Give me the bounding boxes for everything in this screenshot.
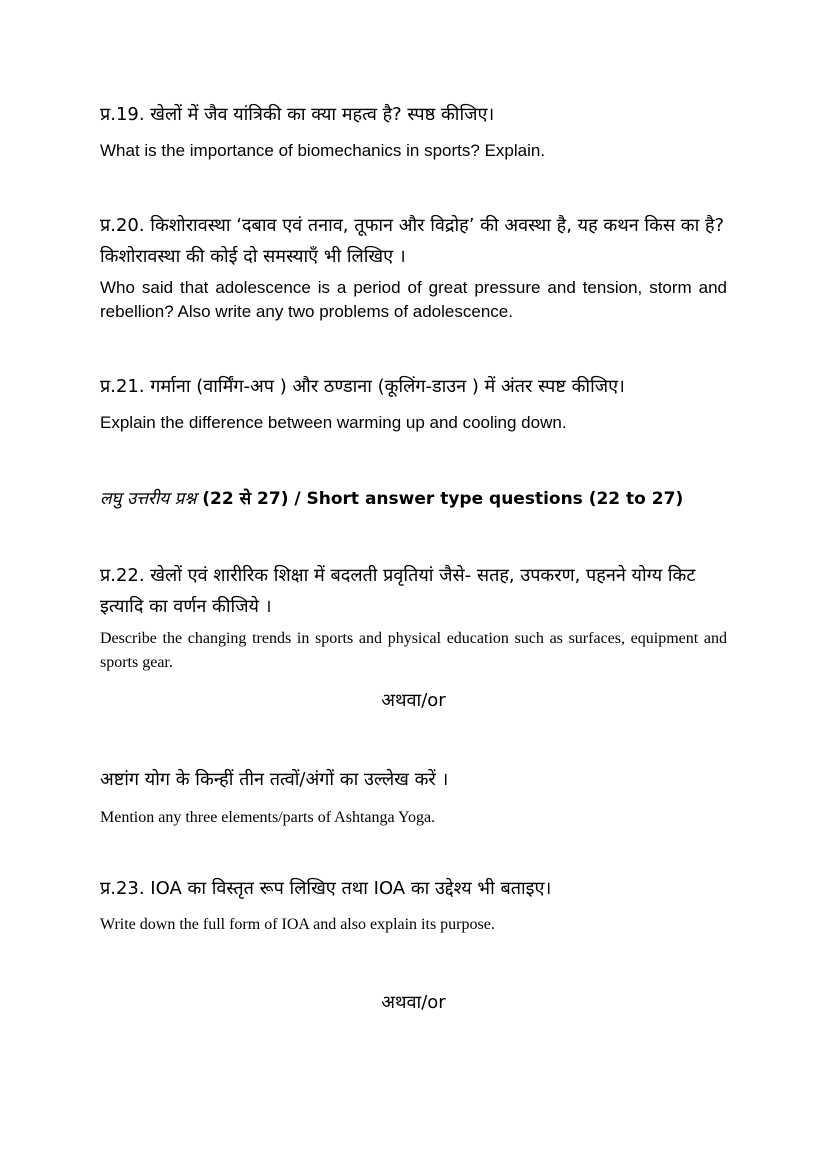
question-19-english: What is the importance of biomechanics in sports? Explain.	[100, 141, 546, 160]
question-22-english: Describe the changing trends in sports and physical education such as surfaces, equipment and sports gear.	[100, 630, 727, 671]
question-23-english: Write down the full form of IOA and also explain its purpose.	[100, 916, 495, 933]
or-separator-1: अथवा/or	[381, 690, 446, 711]
question-19-hindi: प्र.19. खेलों में जैव यांत्रिकी का क्या महत्व है? स्पष्ठ कीजिए।	[100, 104, 495, 125]
question-22-hindi: प्र.22. खेलों एवं शारीरिक शिक्षा में बदलती प्रवृतियां जैसे- सतह, उपकरण, पहनने योग्य किट इत्यादि का वर्णन कीजिये ।	[100, 565, 696, 617]
question-22-alt-english: Mention any three elements/parts of Ashtanga Yoga.	[100, 809, 436, 826]
section-heading	[100, 486, 727, 509]
question-21-english: Explain the difference between warming up and cooling down.	[100, 413, 567, 432]
question-20-hindi: प्र.20. किशोरावस्था ‘दबाव एवं तनाव, तूफान और विद्रोह’ की अवस्था है, यह कथन किस का है? किशोरावस्था की कोई दो समस्याएँ भी लिखिए ।	[100, 215, 725, 267]
section-heading-range: (22 से 27) / Short answer type questions (22 to 27)	[202, 489, 684, 509]
section-heading-hindi: लघु उत्तरीय प्रश्न	[100, 489, 197, 509]
question-23-hindi: प्र.23. IOA का विस्तृत रूप लिखिए तथा IOA का उद्देश्य भी बताइए।	[100, 878, 552, 899]
question-22-alt-hindi: अष्टांग योग के किन्हीं तीन तत्वों/अंगों का उल्लेख करें ।	[100, 769, 449, 790]
or-separator-2: अथवा/or	[381, 992, 446, 1013]
question-21-hindi: प्र.21. गर्माना (वार्मिंग-अप ) और ठण्डाना (कूलिंग-डाउन ) में अंतर स्पष्ट कीजिए।	[100, 376, 625, 397]
question-20-english: Who said that adolescence is a period of great pressure and tension, storm and rebellion? Also write any two problems of adolescence.	[100, 278, 727, 321]
